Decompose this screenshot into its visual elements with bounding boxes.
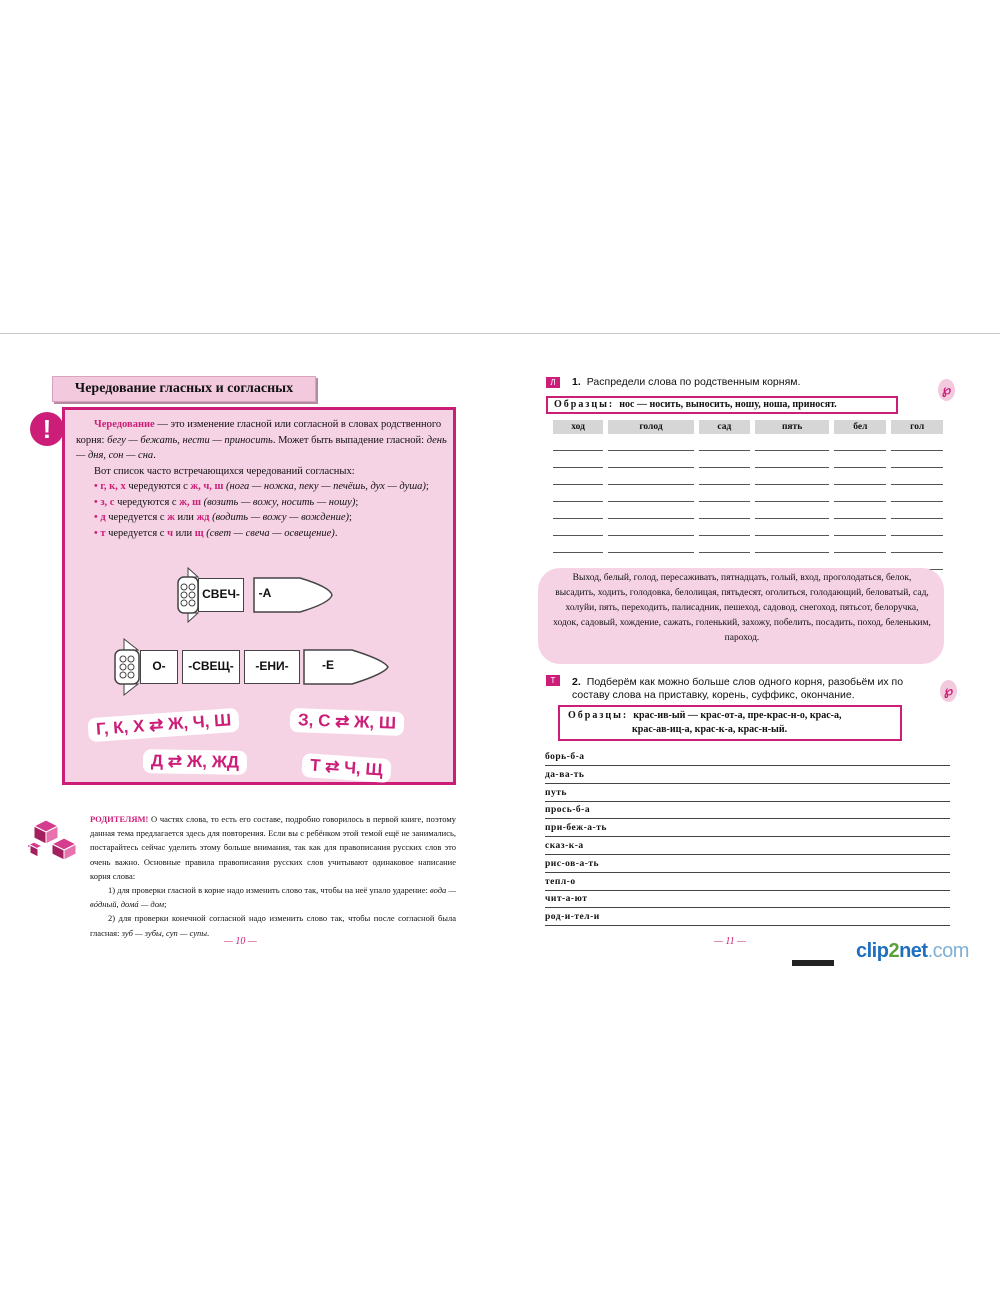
table-row xyxy=(553,451,943,468)
writing-line[interactable] xyxy=(545,872,950,873)
answer-cell[interactable] xyxy=(699,468,750,485)
writing-line[interactable] xyxy=(545,801,950,802)
table-row xyxy=(553,536,943,553)
rocket-svech xyxy=(170,565,340,625)
answer-cell[interactable] xyxy=(699,451,750,468)
answer-line[interactable] xyxy=(545,788,950,804)
writing-line[interactable] xyxy=(545,907,950,908)
alternation-t: Т ⇄ Ч, Щ xyxy=(301,753,391,783)
task2-sample: Образцы: крас-ив-ый — крас-от-а, пре-крас-н-о, крас-а, крас-ав-иц-а, крас-к-а, крас-н-ый. xyxy=(558,705,902,741)
page-number-right: — 11 — xyxy=(714,936,747,947)
answer-line[interactable] xyxy=(545,841,950,857)
answer-cell[interactable] xyxy=(553,451,603,468)
answer-cell[interactable] xyxy=(699,485,750,502)
column-header: ход xyxy=(553,420,603,434)
section-title: Чередование гласных и согласных xyxy=(52,376,316,402)
answer-line[interactable] xyxy=(545,912,950,928)
word-label: род-и-тел-и xyxy=(545,912,604,922)
answer-line[interactable] xyxy=(545,823,950,839)
answer-cell[interactable] xyxy=(834,434,886,451)
rocket-segment-a: -А xyxy=(258,586,272,600)
writing-line[interactable] xyxy=(545,765,950,766)
answer-line[interactable] xyxy=(545,859,950,875)
answer-cell[interactable] xyxy=(553,536,603,553)
answer-line[interactable] xyxy=(545,770,950,786)
words-list: Выход, белый, голод, пересаживать, пятнадцать, голый, вход, проголодаться, белок, высадить, ходить, голодовка, белолицая, пятьдесят, оголиться, голодающий, беловатый, сад, холуйи, пять, переходить, палисадник, пешеход, садовод, снегоход, пятьсот, белоручка, ходок, садовый, хождение, сажать, голенький, захожу, побелить, посадить, поход, беленьким, пароход. xyxy=(553,573,931,643)
answer-cell[interactable] xyxy=(553,502,603,519)
writing-line[interactable] xyxy=(545,925,950,926)
writing-line[interactable] xyxy=(545,890,950,891)
word-label: при-беж-а-ть xyxy=(545,823,611,833)
answer-cell[interactable] xyxy=(553,519,603,536)
alternation-zs: З, С ⇄ Ж, Ш xyxy=(290,708,405,736)
answer-line[interactable] xyxy=(545,894,950,910)
answer-cell[interactable] xyxy=(608,434,694,451)
table-row xyxy=(553,502,943,519)
word-label: прось-б-а xyxy=(545,805,594,815)
answer-cell[interactable] xyxy=(608,485,694,502)
word-label: да-ва-ть xyxy=(545,770,588,780)
answer-cell[interactable] xyxy=(699,502,750,519)
answer-cell[interactable] xyxy=(699,519,750,536)
rocket-segment-svesch: -СВЕЩ- xyxy=(182,650,240,684)
page-number-left: — 10 — xyxy=(224,936,257,947)
answer-cell[interactable] xyxy=(834,451,886,468)
roots-table-body xyxy=(553,434,943,570)
answer-cell[interactable] xyxy=(755,485,830,502)
black-bar xyxy=(792,960,834,966)
answer-cell[interactable] xyxy=(608,536,694,553)
task2-tag: Т xyxy=(546,675,560,686)
rule-text: Чередование — это изменение гласной или согласной в словах родственного корня: бегу — бежать, нести — приносить. Может быть выпадение гласной: день — дня, сон — сна. Вот список часто встречающихся чередований согласных: • г, к, х чередуются с ж, ч, ш (нога — ножка, пеку — печёшь, дух — душа); • з, с чередуются с ж, ш (возить — вожу, носить — ношу); • д чередуется с ж или жд (водить — вожу — вождение); • т чередуется с ч или щ (свет — свеча — освещение). xyxy=(76,419,447,539)
answer-cell[interactable] xyxy=(834,519,886,536)
column-header: сад xyxy=(699,420,750,434)
answer-cell[interactable] xyxy=(608,451,694,468)
answer-cell[interactable] xyxy=(699,536,750,553)
answer-cell[interactable] xyxy=(755,451,830,468)
word-label: борь-б-а xyxy=(545,752,589,762)
book-icon: ℘ xyxy=(938,379,955,401)
answer-cell[interactable] xyxy=(699,434,750,451)
writing-line[interactable] xyxy=(545,836,950,837)
answer-cell[interactable] xyxy=(755,468,830,485)
word-label: чит-а-ют xyxy=(545,894,591,904)
answer-cell[interactable] xyxy=(834,468,886,485)
book-icon: ℘ xyxy=(940,680,957,702)
answer-cell[interactable] xyxy=(553,434,603,451)
word-label: путь xyxy=(545,788,571,798)
column-header: голод xyxy=(608,420,694,434)
rocket-segment-eni: -ЕНИ- xyxy=(244,650,300,684)
rocket-segment-svech: СВЕЧ- xyxy=(198,578,244,612)
answer-cell[interactable] xyxy=(608,468,694,485)
table-row xyxy=(553,434,943,451)
task1-heading: 1. Распредели слова по родственным корням. xyxy=(572,376,801,388)
writing-line[interactable] xyxy=(545,783,950,784)
exclamation-icon: ! xyxy=(30,412,64,446)
cubes-icon xyxy=(28,818,80,862)
watermark-logo: clip2net.com xyxy=(856,940,969,962)
rocket-segment-e: -Е xyxy=(322,658,334,672)
rocket-osveshchenie xyxy=(112,636,392,698)
answer-cell[interactable] xyxy=(608,502,694,519)
table-row xyxy=(553,468,943,485)
task1-tag: Л xyxy=(546,377,560,388)
answer-cell[interactable] xyxy=(834,502,886,519)
answer-cell[interactable] xyxy=(755,519,830,536)
task1-sample: Образцы: нос — носить, выносить, ношу, ноша, приносят. xyxy=(546,396,898,414)
table-row xyxy=(553,485,943,502)
word-label: рис-ов-а-ть xyxy=(545,859,603,869)
answer-cell[interactable] xyxy=(891,485,943,502)
answer-cell[interactable] xyxy=(891,468,943,485)
word-label: сказ-к-а xyxy=(545,841,588,851)
answer-line[interactable] xyxy=(545,877,950,893)
task2-heading: 2. Подберём как можно больше слов одного корня, разобьём их по составу слова на приставку, корень, суффикс, окончание. xyxy=(572,676,904,701)
alternation-d: Д ⇄ Ж, ЖД xyxy=(143,749,248,775)
answer-line[interactable] xyxy=(545,752,950,768)
answer-cell[interactable] xyxy=(553,468,603,485)
table-row xyxy=(553,519,943,536)
answer-cell[interactable] xyxy=(891,434,943,451)
answer-cell[interactable] xyxy=(891,536,943,553)
roots-table xyxy=(548,420,948,570)
answer-cell[interactable] xyxy=(755,536,830,553)
answer-cell[interactable] xyxy=(553,485,603,502)
answer-cell[interactable] xyxy=(834,536,886,553)
answer-cell[interactable] xyxy=(755,434,830,451)
answer-cell[interactable] xyxy=(891,519,943,536)
writing-line[interactable] xyxy=(545,818,950,819)
answer-cell[interactable] xyxy=(755,502,830,519)
answer-cell[interactable] xyxy=(891,502,943,519)
answer-line[interactable] xyxy=(545,805,950,821)
word-label: тепл-о xyxy=(545,877,580,887)
top-divider xyxy=(0,333,1000,334)
answer-cell[interactable] xyxy=(834,485,886,502)
column-header: бел xyxy=(834,420,886,434)
alternation-gkh: Г, К, Х ⇄ Ж, Ч, Ш xyxy=(87,708,240,742)
answer-cell[interactable] xyxy=(891,451,943,468)
rocket-segment-o: О- xyxy=(140,650,178,684)
answer-cell[interactable] xyxy=(608,519,694,536)
column-header: пять xyxy=(755,420,830,434)
parents-note: РОДИТЕЛЯМ! О частях слова, то есть его составе, подробно говорилось в первой книге, поэтому данная тема предлагается здесь для повторения. Если вы с ребёнком этой темой ещё не занимались, постарайтесь сейчас уделить этому больше внимания, так как для правописания русских слов это очень важно. Основные правила правописания русских слов учитывают одинаковое написание корня слова: 1) для проверки гласной в корне надо изменить слово так, чтобы на неё упало ударение: вода — вóдный, домá — дом; 2) для проверки конечной согласной надо изменить слово так, чтобы после согласной была гласная: зуб — зубы, суп — супы. xyxy=(90,814,456,938)
column-header: гол xyxy=(891,420,943,434)
writing-line[interactable] xyxy=(545,854,950,855)
